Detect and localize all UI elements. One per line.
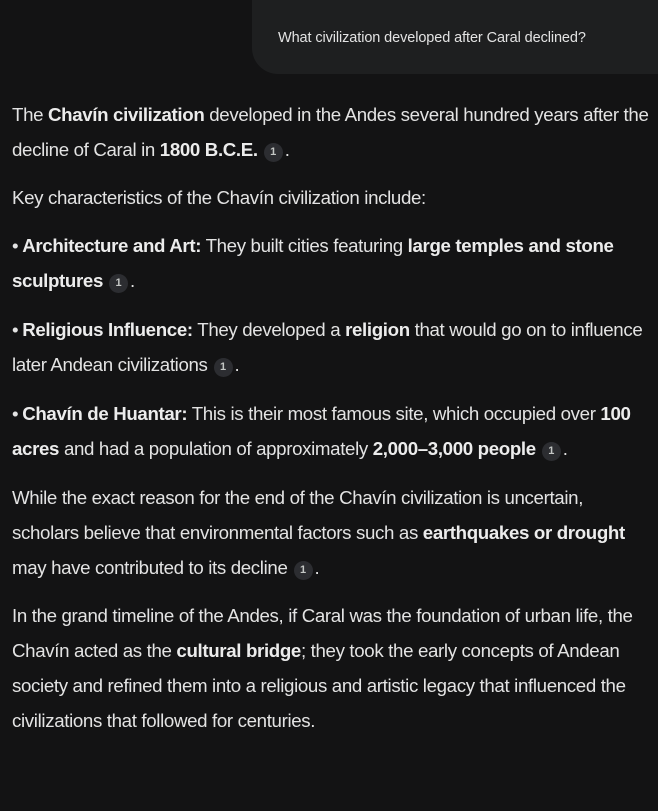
list-item-text-2: that would go on to influence later Andean civilizations — [12, 319, 643, 375]
list-item-title: Architecture and Art: — [22, 235, 202, 256]
decline-text-2: may have contributed to its decline — [12, 557, 288, 578]
list-item-title: Chavín de Huantar: — [22, 403, 188, 424]
list-item-text-2: and had a population of approximately — [59, 438, 373, 459]
bullet-point: • — [12, 235, 19, 256]
list-item-text-1: This is their most famous site, which occupied over — [187, 403, 601, 424]
bullet-point: • — [12, 403, 19, 424]
timeline-text-1: In the grand timeline of the Andes, if Caral was the foundation of urban life, the Chavín acted as the — [12, 605, 633, 661]
intro-period: . — [284, 139, 290, 160]
list-item — [12, 228, 652, 298]
timeline-paragraph — [12, 598, 652, 738]
decline-paragraph — [12, 480, 652, 585]
key-characteristics-heading: Key characteristics of the Chavín civilization include: — [12, 187, 426, 208]
decline-causes: earthquakes or drought — [422, 522, 625, 543]
list-item-bold-1: religion — [345, 319, 410, 340]
intro-text-1: The — [12, 104, 48, 125]
list-item-text-1: They built cities featuring — [201, 235, 408, 256]
bullet-point: • — [12, 319, 19, 340]
assistant-response — [12, 97, 652, 751]
citation-badge[interactable]: 1 — [542, 442, 561, 461]
civilization-name: Chavín civilization — [48, 104, 205, 125]
list-item — [12, 312, 652, 382]
intro-text-2: developed in the Andes several hundred years after the decline of Caral in — [12, 104, 649, 160]
timeline-text-2: ; they took the early concepts of Andean society and refined them into a religious and artistic legacy that influenced the civilizations that followed for centuries. — [12, 640, 626, 731]
list-item-bold-1: 100 acres — [12, 403, 631, 459]
decline-text-1: While the exact reason for the end of the Chavín civilization is uncertain, scholars believe that environmental factors such as — [12, 487, 584, 543]
list-item-period: . — [234, 354, 240, 375]
list-item-title: Religious Influence: — [22, 319, 193, 340]
list-item-period: . — [130, 270, 135, 291]
list-item — [12, 396, 652, 466]
list-item-period: . — [562, 438, 568, 459]
user-message-text: What civilization developed after Caral declined? — [278, 30, 586, 46]
list-item-bold-1: large temples and stone sculptures — [12, 235, 614, 291]
list-item-text-1: They developed a — [192, 319, 346, 340]
decline-period: . — [314, 557, 320, 578]
user-message-bubble — [252, 0, 658, 74]
cultural-bridge: cultural bridge — [176, 640, 301, 661]
citation-badge[interactable]: 1 — [109, 274, 128, 293]
citation-badge[interactable]: 1 — [294, 561, 313, 580]
citation-badge[interactable]: 1 — [264, 143, 283, 162]
caral-decline-date: 1800 B.C.E. — [159, 139, 258, 160]
intro-paragraph — [12, 97, 652, 167]
citation-badge[interactable]: 1 — [214, 358, 233, 377]
list-item-bold-2: 2,000–3,000 people — [372, 438, 536, 459]
